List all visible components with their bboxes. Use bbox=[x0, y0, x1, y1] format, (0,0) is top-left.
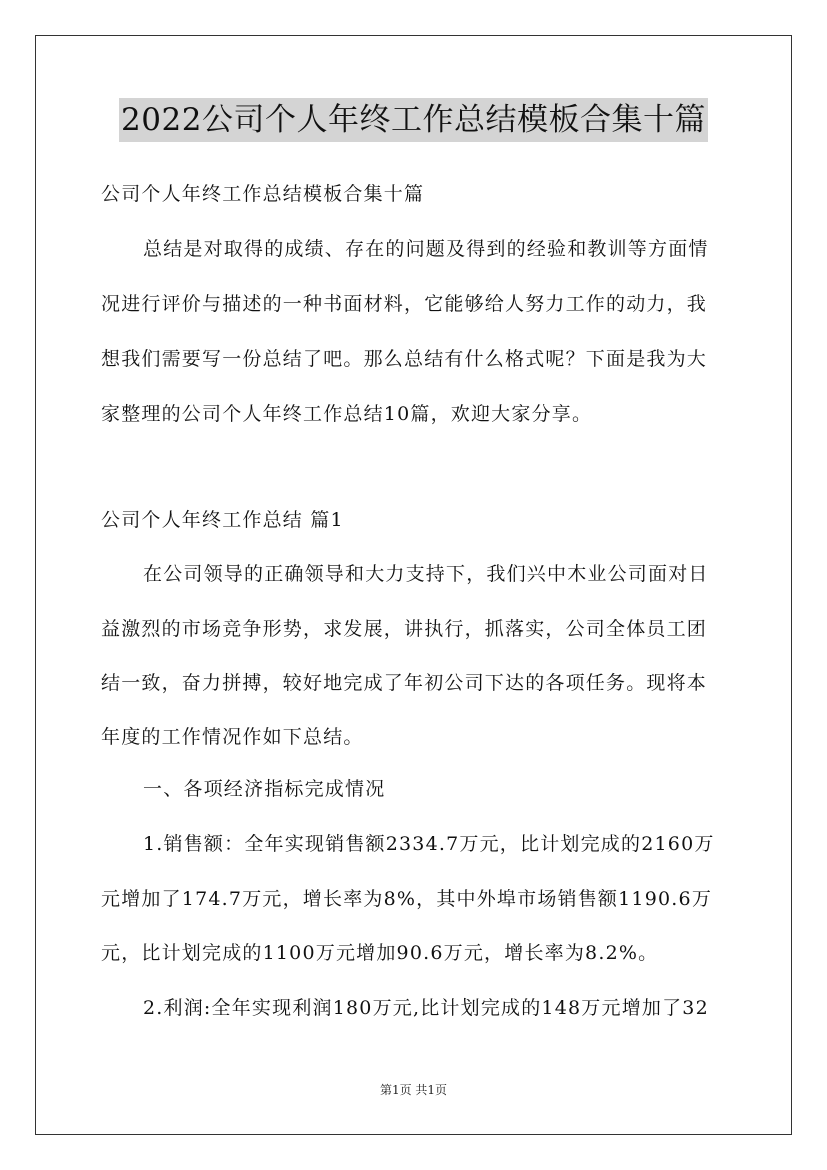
paragraph-line: 结一致，奋力拼搏，较好地完成了年初公司下达的各项任务。现将本 bbox=[101, 672, 708, 694]
paragraph-line: 年度的工作情况作如下总结。 bbox=[101, 726, 364, 748]
intro-line: 家整理的公司个人年终工作总结10篇，欢迎大家分享。 bbox=[101, 403, 593, 425]
sales-line: 元增加了174.7万元，增长率为8%，其中外埠市场销售额1190.6万 bbox=[101, 888, 713, 910]
page-footer: 第1页 共1页 bbox=[379, 1083, 448, 1097]
paragraph-line: 益激烈的市场竞争形势，求发展，讲执行，抓落实，公司全体员工团 bbox=[101, 618, 708, 640]
sales-line: 1.销售额：全年实现销售额2334.7万元，比计划完成的2160万 bbox=[143, 833, 715, 855]
sales-line: 元，比计划完成的1100万元增加90.6万元，增长率为8.2%。 bbox=[101, 942, 659, 964]
profit-line: 2.利润:全年实现利润180万元,比计划完成的148万元增加了32 bbox=[143, 997, 709, 1019]
paragraph-line: 在公司领导的正确领导和大力支持下，我们兴中木业公司面对日 bbox=[143, 563, 709, 585]
intro-line: 总结是对取得的成绩、存在的问题及得到的经验和教训等方面情 bbox=[143, 238, 709, 260]
intro-line: 想我们需要写一份总结了吧。那么总结有什么格式呢？下面是我为大 bbox=[101, 348, 708, 370]
intro-line: 况进行评价与描述的一种书面材料，它能够给人努力工作的动力，我 bbox=[101, 293, 708, 315]
section-heading: 公司个人年终工作总结 篇1 bbox=[101, 509, 344, 531]
document-title: 2022公司个人年终工作总结模板合集十篇 bbox=[119, 98, 708, 142]
subheading: 一、各项经济指标完成情况 bbox=[143, 778, 386, 800]
title-container bbox=[0, 98, 827, 142]
document-subtitle: 公司个人年终工作总结模板合集十篇 bbox=[101, 183, 425, 205]
